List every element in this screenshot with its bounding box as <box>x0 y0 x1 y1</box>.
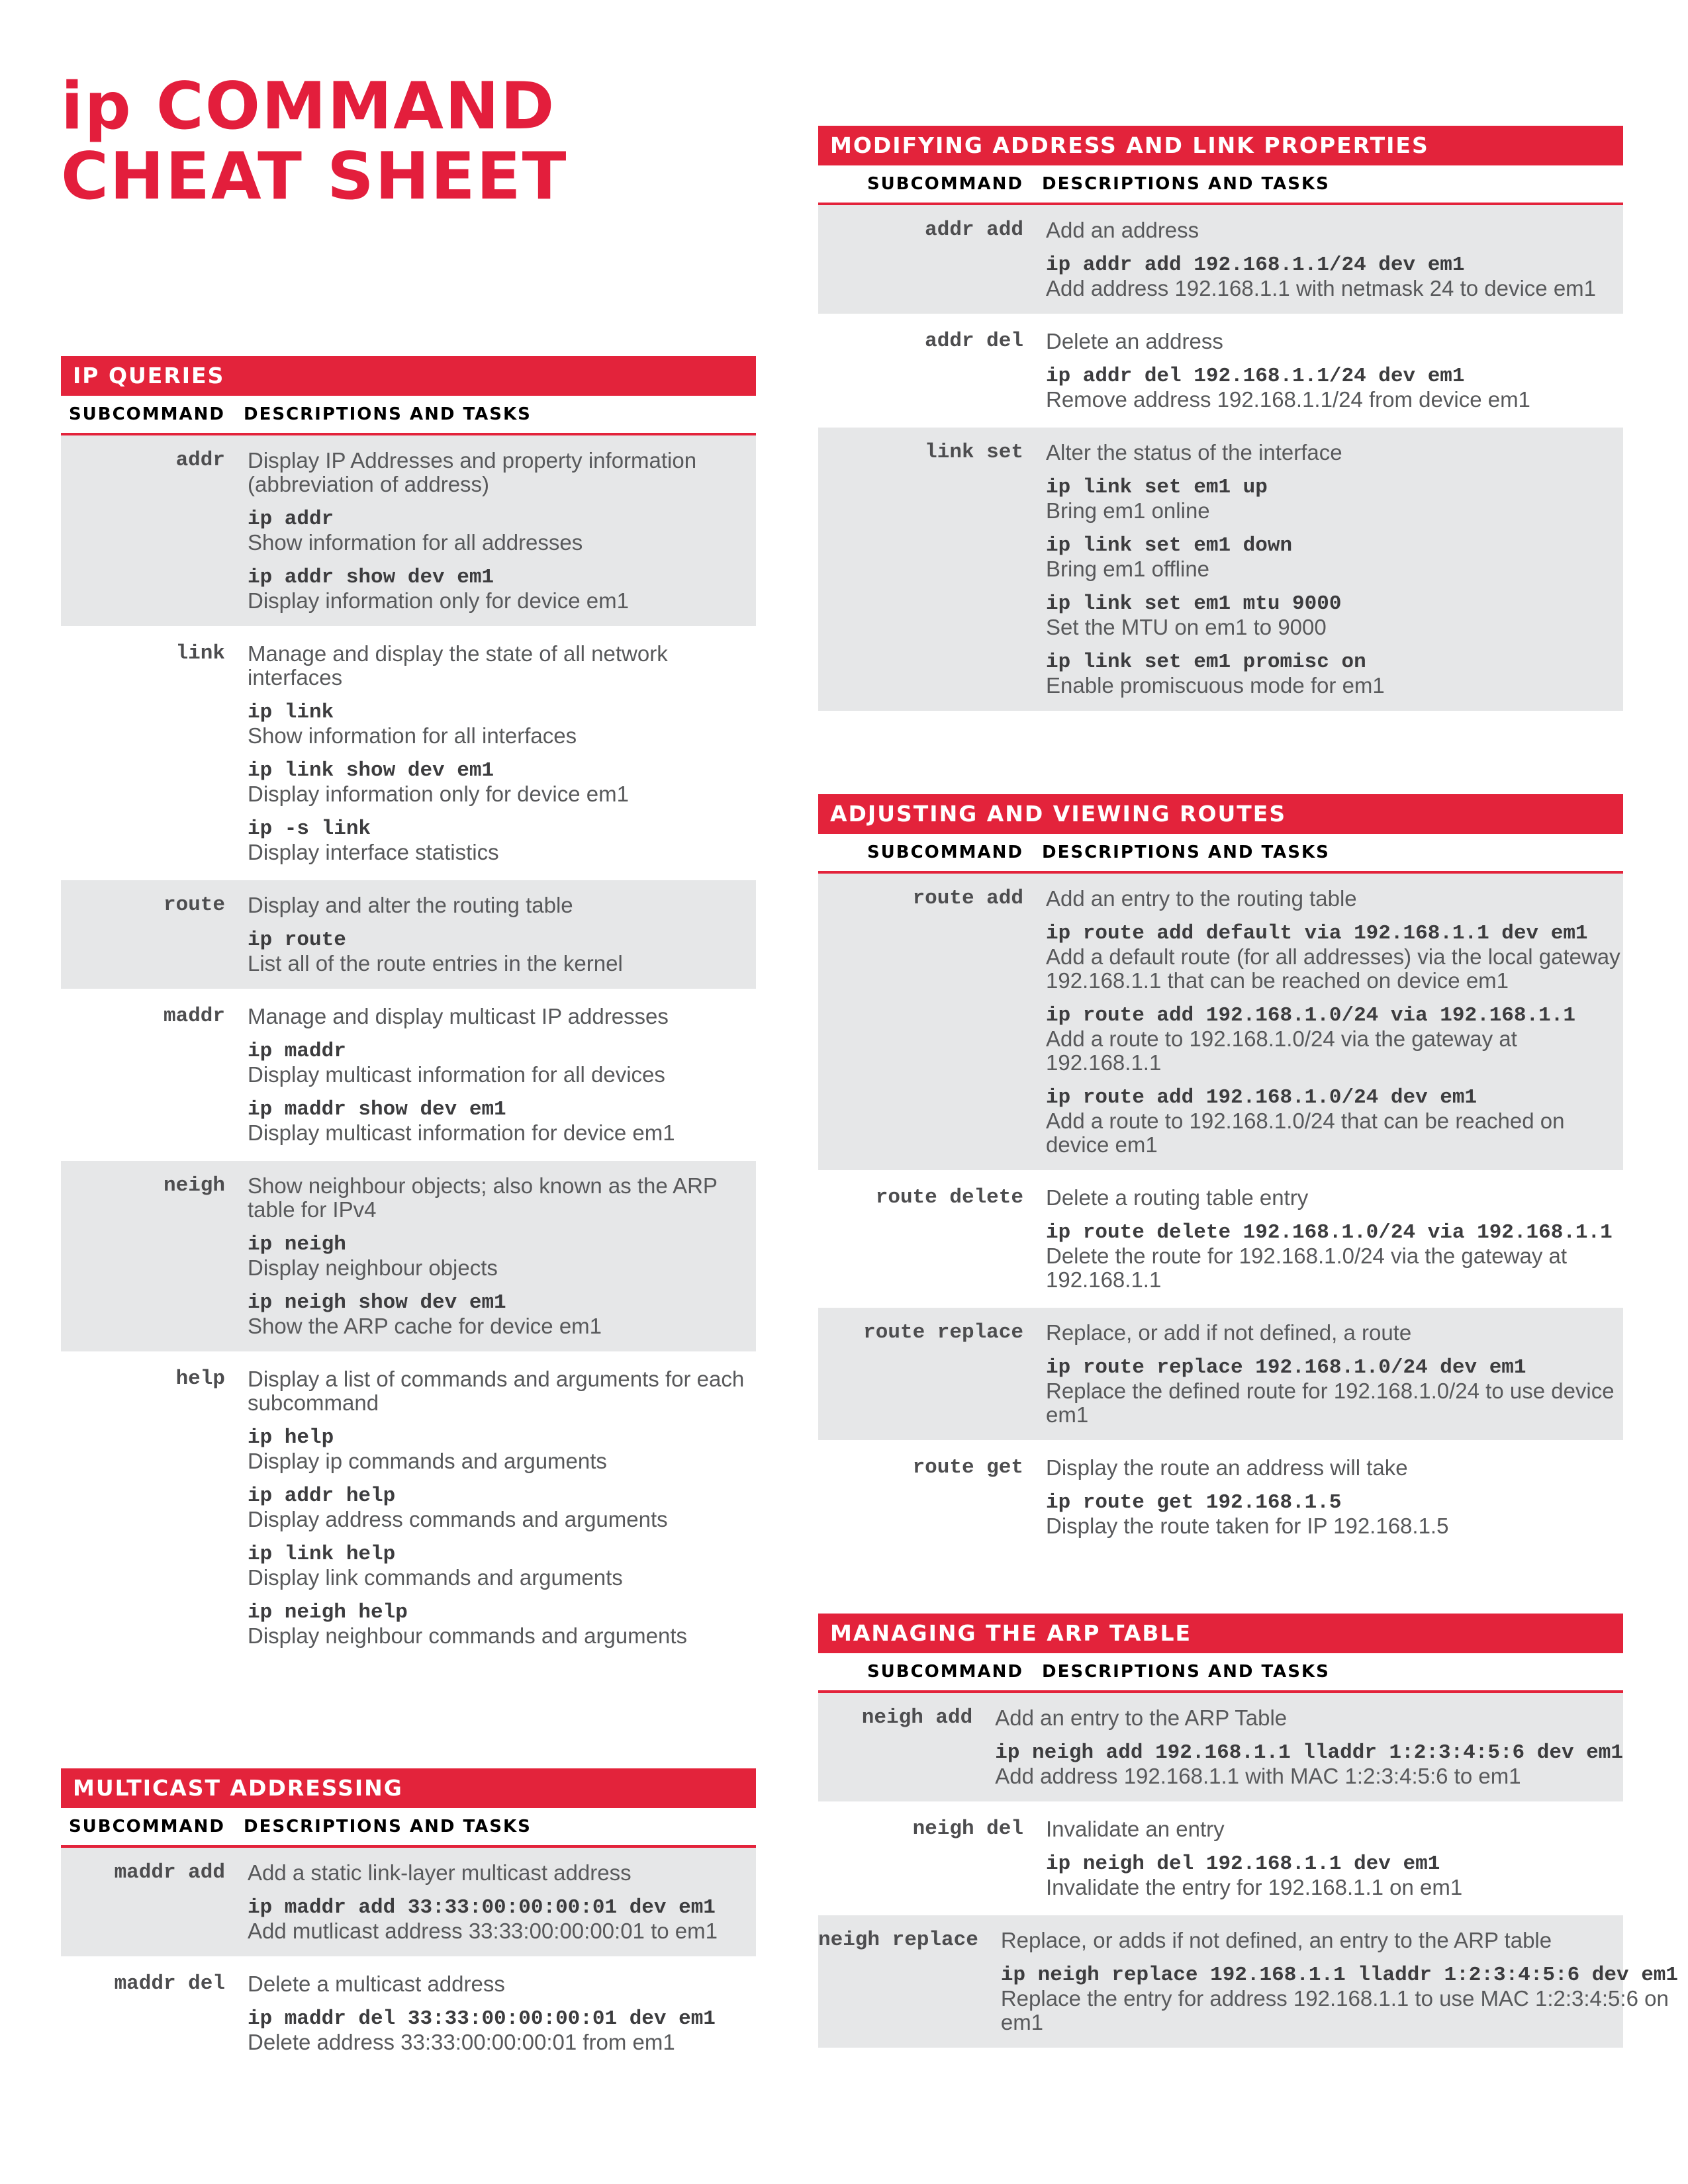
example-command: ip route delete 192.168.1.0/24 via 192.168.1.1 <box>1046 1221 1613 1244</box>
example-block <box>248 818 756 864</box>
example-block <box>248 1234 756 1280</box>
table-row <box>61 629 756 880</box>
description-text: Alter the status of the interface <box>1046 440 1342 465</box>
example-command: ip link set em1 up <box>1046 476 1268 499</box>
description-text: Replace, or add if not defined, a route <box>1046 1320 1412 1345</box>
description-cell <box>972 1706 1623 1788</box>
table-row <box>818 1915 1679 2050</box>
example-block <box>248 1040 756 1087</box>
example-block <box>248 760 756 806</box>
example-description: Display multicast information for device em1 <box>248 1120 675 1145</box>
description-cell <box>1023 218 1623 300</box>
example-command: ip -s link <box>248 817 371 841</box>
example-command: ip neigh help <box>248 1601 408 1624</box>
example-description: Show information for all interfaces <box>248 723 577 748</box>
example-description: Display interface statistics <box>248 840 499 864</box>
section-heading: MODIFYING ADDRESS AND LINK PROPERTIES <box>818 126 1623 165</box>
example-description: List all of the route entries in the kernel <box>248 951 623 976</box>
description-text: Add an entry to the ARP Table <box>995 1706 1288 1730</box>
column-header-subcommand: SUBCOMMAND <box>867 842 1023 862</box>
example-command: ip route add default via 192.168.1.1 dev em1 <box>1046 922 1588 945</box>
example-description: Add address 192.168.1.1 with netmask 24 to device em1 <box>1046 276 1597 300</box>
example-block <box>1046 254 1623 300</box>
description-text: Delete a routing table entry <box>1046 1185 1309 1210</box>
example-description: Add address 192.168.1.1 with MAC 1:2:3:4:5:6 to em1 <box>995 1764 1521 1788</box>
description-cell <box>1023 1817 1623 1899</box>
subcommand-cell: addr <box>175 449 225 472</box>
subcommand-cell: neigh add <box>861 1706 973 1729</box>
example-description: Display information only for device em1 <box>248 588 629 613</box>
example-command: ip help <box>248 1426 334 1449</box>
example-description: Bring em1 online <box>1046 498 1210 523</box>
subcommand-cell: route delete <box>875 1186 1023 1209</box>
example-description: Display ip commands and arguments <box>248 1449 607 1473</box>
example-description: Remove address 192.168.1.1/24 from device em1 <box>1046 387 1530 412</box>
description-text: Add an address <box>1046 218 1199 242</box>
column-header-row <box>61 1808 756 1848</box>
example-command: ip addr del 192.168.1.1/24 dev em1 <box>1046 365 1465 388</box>
example-block <box>248 1099 756 1145</box>
example-command: ip link set em1 mtu 9000 <box>1046 592 1342 615</box>
example-block <box>1046 1087 1623 1157</box>
table-row <box>818 1443 1623 1554</box>
example-command: ip addr help <box>248 1484 396 1508</box>
column-header-descriptions: DESCRIPTIONS AND TASKS <box>244 1817 532 1837</box>
section-multicast-addressing <box>61 1768 756 2070</box>
subcommand-cell: help <box>175 1367 225 1390</box>
description-cell <box>1023 1456 1623 1538</box>
column-header-descriptions: DESCRIPTIONS AND TASKS <box>1042 842 1330 862</box>
example-command: ip neigh replace 192.168.1.1 lladdr 1:2:3:4:5:6 dev em1 <box>1000 1964 1679 1987</box>
subcommand-cell: neigh del <box>912 1817 1023 1841</box>
example-description: Bring em1 offline <box>1046 557 1210 581</box>
example-description: Add a default route (for all addresses) via the local gateway 192.168.1.1 that can be reached on device em1 <box>1046 944 1620 993</box>
table-row <box>818 1693 1623 1804</box>
subcommand-cell: route add <box>912 887 1023 910</box>
example-command: ip link <box>248 701 334 724</box>
table-row <box>818 874 1623 1173</box>
example-block <box>1046 651 1623 698</box>
example-block <box>1046 1357 1623 1427</box>
example-command: ip maddr show dev em1 <box>248 1098 506 1121</box>
example-command: ip route replace 192.168.1.0/24 dev em1 <box>1046 1356 1526 1379</box>
example-block <box>248 1897 756 1943</box>
example-description: Display the route taken for IP 192.168.1.5 <box>1046 1514 1449 1538</box>
description-cell <box>225 1005 756 1145</box>
subcommand-cell: addr add <box>925 218 1023 242</box>
example-description: Display information only for device em1 <box>248 782 629 806</box>
example-command: ip neigh <box>248 1233 346 1256</box>
example-command: ip maddr del 33:33:00:00:00:01 dev em1 <box>248 2007 716 2030</box>
example-block <box>248 1485 756 1531</box>
example-description: Add mutlicast address 33:33:00:00:00:01 to em1 <box>248 1919 718 1943</box>
example-description: Enable promiscuous mode for em1 <box>1046 673 1385 698</box>
subcommand-cell: route <box>163 893 225 917</box>
example-command: ip addr add 192.168.1.1/24 dev em1 <box>1046 253 1465 277</box>
example-block <box>1046 1853 1623 1899</box>
subcommand-cell: route get <box>912 1456 1023 1479</box>
example-command: ip link set em1 promisc on <box>1046 651 1366 674</box>
example-block <box>248 1602 756 1648</box>
example-command: ip link help <box>248 1543 396 1566</box>
description-text: Replace, or adds if not defined, an entry to the ARP table <box>1000 1928 1552 1952</box>
title-line-2: CHEAT SHEET <box>61 139 568 214</box>
description-text: Delete a multicast address <box>248 1972 505 1996</box>
section-adjusting-routes <box>818 794 1623 1554</box>
description-text: Display IP Addresses and property information (abbreviation of address) <box>248 448 697 496</box>
example-description: Replace the defined route for 192.168.1.0/24 to use device em1 <box>1046 1379 1615 1427</box>
example-command: ip addr <box>248 508 334 531</box>
example-block <box>1046 535 1623 581</box>
description-cell <box>1023 887 1623 1157</box>
section-heading: MULTICAST ADDRESSING <box>61 1768 756 1808</box>
table-row <box>61 1161 756 1354</box>
example-description: Set the MTU on em1 to 9000 <box>1046 615 1327 639</box>
column-header-subcommand: SUBCOMMAND <box>867 174 1023 194</box>
subcommand-cell: neigh <box>163 1174 225 1197</box>
section-managing-arp-table <box>818 1614 1679 2050</box>
table-row <box>818 1804 1623 1915</box>
description-cell <box>225 1861 756 1943</box>
subcommand-cell: route replace <box>863 1321 1023 1344</box>
example-description: Display link commands and arguments <box>248 1565 623 1590</box>
example-block <box>1046 365 1623 412</box>
example-block <box>1046 1222 1623 1292</box>
page-title <box>61 71 567 212</box>
table-row <box>818 1308 1623 1443</box>
description-cell <box>1023 1186 1623 1292</box>
description-cell <box>1023 1321 1623 1427</box>
example-block <box>248 567 756 613</box>
column-header-row <box>61 396 756 435</box>
example-description: Replace the entry for address 192.168.1.1 to use MAC 1:2:3:4:5:6 on em1 <box>1000 1986 1669 2034</box>
example-description: Add a route to 192.168.1.0/24 that can be reached on device em1 <box>1046 1109 1565 1157</box>
example-block <box>1046 923 1623 993</box>
description-cell <box>1023 441 1623 698</box>
description-cell <box>1023 330 1623 412</box>
table-row <box>61 1848 756 1959</box>
example-command: ip neigh add 192.168.1.1 lladdr 1:2:3:4:5:6 dev em1 <box>995 1741 1623 1764</box>
example-command: ip link set em1 down <box>1046 534 1293 557</box>
example-command: ip route get 192.168.1.5 <box>1046 1491 1342 1514</box>
example-command: ip route add 192.168.1.0/24 via 192.168.1.1 <box>1046 1004 1575 1027</box>
example-command: ip route <box>248 929 346 952</box>
example-description: Display neighbour commands and arguments <box>248 1623 688 1648</box>
table-row <box>61 991 756 1161</box>
column-header-row <box>818 1653 1623 1693</box>
table-row <box>61 1354 756 1664</box>
column-header-row <box>818 165 1623 205</box>
example-block <box>1046 1005 1623 1075</box>
example-block <box>248 929 756 976</box>
description-text: Manage and display multicast IP addresses <box>248 1004 669 1028</box>
example-block <box>248 1427 756 1473</box>
description-text: Display the route an address will take <box>1046 1455 1408 1480</box>
section-heading: ADJUSTING AND VIEWING ROUTES <box>818 794 1623 834</box>
example-command: ip neigh del 192.168.1.1 dev em1 <box>1046 1852 1440 1876</box>
column-header-row <box>818 834 1623 874</box>
column-header-subcommand: SUBCOMMAND <box>68 404 225 424</box>
example-block <box>1046 477 1623 523</box>
description-text: Display and alter the routing table <box>248 893 573 917</box>
example-command: ip link show dev em1 <box>248 759 494 782</box>
column-header-descriptions: DESCRIPTIONS AND TASKS <box>1042 1662 1330 1682</box>
example-block <box>248 508 756 555</box>
subcommand-cell: addr del <box>925 330 1023 353</box>
section-modifying-address-link <box>818 126 1623 713</box>
table-row <box>818 1173 1623 1308</box>
subcommand-cell: link set <box>925 441 1023 464</box>
example-description: Show the ARP cache for device em1 <box>248 1314 602 1338</box>
description-cell <box>225 1174 756 1338</box>
example-command: ip addr show dev em1 <box>248 566 494 589</box>
description-cell <box>225 1972 756 2054</box>
title-line-1: ip COMMAND <box>61 69 556 144</box>
description-text: Invalidate an entry <box>1046 1817 1225 1841</box>
subcommand-cell: link <box>175 642 225 665</box>
example-block <box>1001 1964 1678 2034</box>
description-text: Add an entry to the routing table <box>1046 886 1357 911</box>
table-row <box>61 1959 756 2070</box>
table-row <box>61 880 756 991</box>
example-block <box>248 1543 756 1590</box>
example-block <box>1046 593 1623 639</box>
section-ip-queries <box>61 356 756 1664</box>
subcommand-cell: maddr <box>163 1005 225 1028</box>
description-text: Display a list of commands and arguments for each subcommand <box>248 1367 745 1415</box>
description-text: Manage and display the state of all network interfaces <box>248 641 668 690</box>
example-command: ip maddr <box>248 1040 346 1063</box>
example-description: Delete the route for 192.168.1.0/24 via the gateway at 192.168.1.1 <box>1046 1244 1568 1292</box>
column-header-descriptions: DESCRIPTIONS AND TASKS <box>1042 174 1330 194</box>
example-description: Delete address 33:33:00:00:00:01 from em1 <box>248 2030 675 2054</box>
example-block <box>248 702 756 748</box>
description-cell <box>225 1367 756 1648</box>
example-block <box>248 2008 756 2054</box>
example-command: ip neigh show dev em1 <box>248 1291 506 1314</box>
subcommand-cell: neigh replace <box>818 1929 978 1952</box>
description-cell <box>225 449 756 613</box>
description-text: Add a static link-layer multicast address <box>248 1860 632 1885</box>
example-description: Add a route to 192.168.1.0/24 via the gateway at 192.168.1.1 <box>1046 1026 1517 1075</box>
example-block <box>995 1742 1623 1788</box>
example-description: Invalidate the entry for 192.168.1.1 on em1 <box>1046 1875 1463 1899</box>
description-cell <box>225 893 756 976</box>
description-cell <box>978 1929 1678 2034</box>
column-header-subcommand: SUBCOMMAND <box>867 1662 1023 1682</box>
table-row <box>818 428 1623 713</box>
subcommand-cell: maddr add <box>114 1861 225 1884</box>
section-heading: IP QUERIES <box>61 356 756 396</box>
description-cell <box>225 642 756 864</box>
example-description: Display address commands and arguments <box>248 1507 668 1531</box>
table-row <box>61 435 756 629</box>
column-header-subcommand: SUBCOMMAND <box>68 1817 225 1837</box>
example-description: Show information for all addresses <box>248 530 583 555</box>
column-header-descriptions: DESCRIPTIONS AND TASKS <box>244 404 532 424</box>
example-description: Display neighbour objects <box>248 1255 498 1280</box>
example-block <box>248 1292 756 1338</box>
table-row <box>818 205 1623 316</box>
section-heading: MANAGING THE ARP TABLE <box>818 1614 1623 1653</box>
description-text: Show neighbour objects; also known as the ARP table for IPv4 <box>248 1173 718 1222</box>
example-command: ip maddr add 33:33:00:00:00:01 dev em1 <box>248 1896 716 1919</box>
table-row <box>818 316 1623 428</box>
description-text: Delete an address <box>1046 329 1223 353</box>
subcommand-cell: maddr del <box>114 1972 225 1995</box>
example-command: ip route add 192.168.1.0/24 dev em1 <box>1046 1086 1477 1109</box>
example-description: Display multicast information for all devices <box>248 1062 665 1087</box>
example-block <box>1046 1492 1623 1538</box>
